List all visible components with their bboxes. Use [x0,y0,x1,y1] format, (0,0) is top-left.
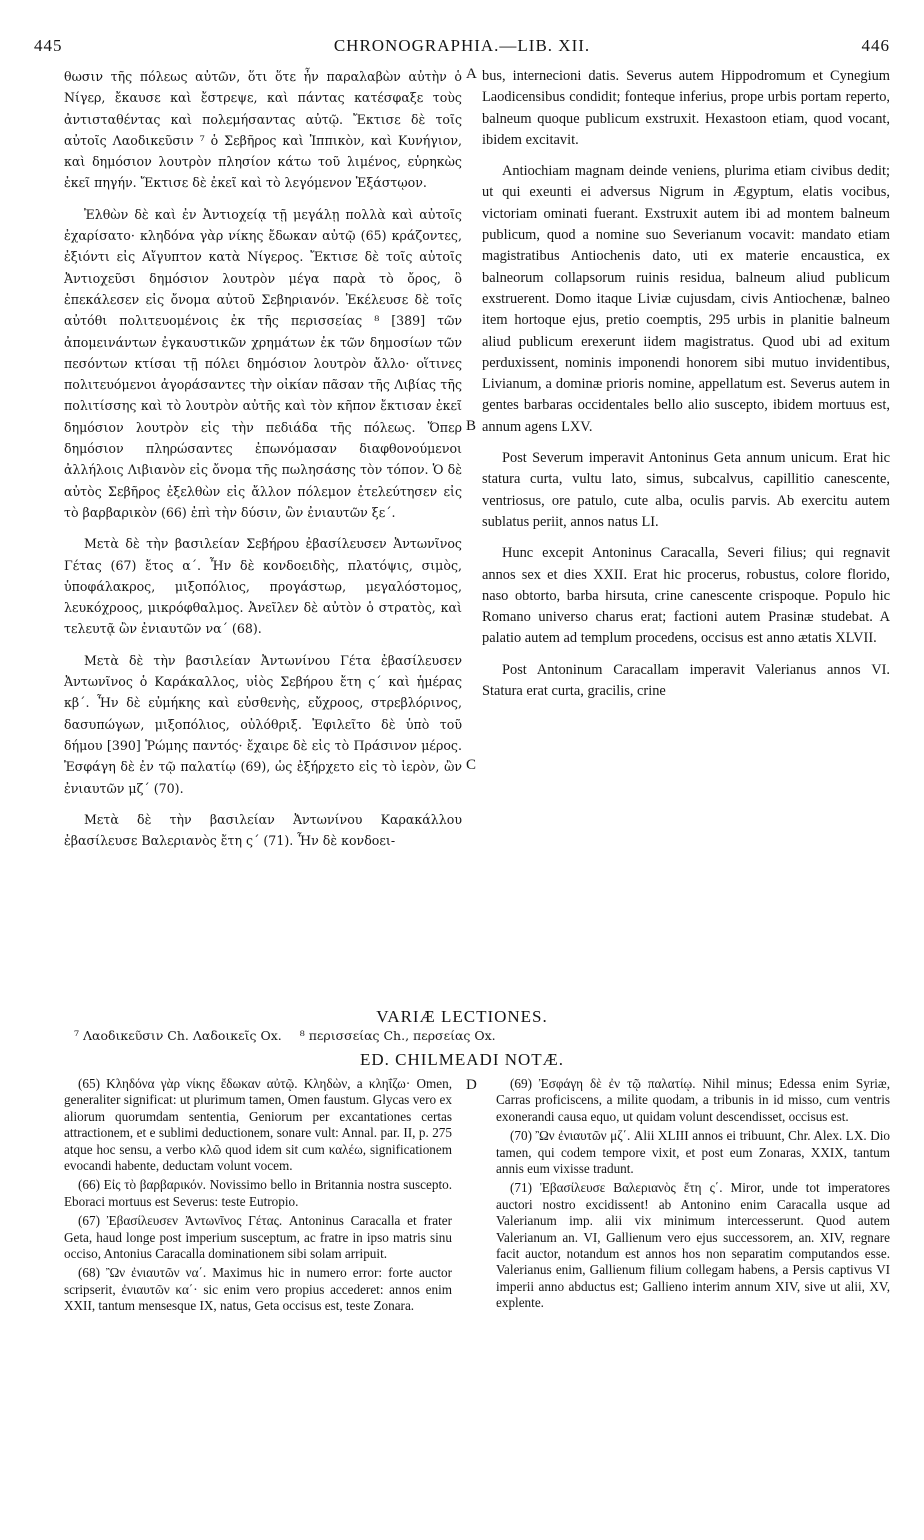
latin-column [482,66,890,712]
greek-paragraph: Μετὰ δὲ τὴν βασιλείαν Ἀντωνίνου Καρακάλλου ἐβασίλευσε Βαλεριανὸς ἔτη ς΄ (71). Ἦν δὲ κονδοει- [64,811,462,849]
page-number-right: 446 [861,36,890,55]
latin-paragraph: Post Severum imperavit Antoninus Geta annum unicum. Erat hic statura curta, vultu lato, simus, subcalvus, capillitio canescente, ventriosus, ore patulo, cute alba, oculis parvis. Ab exercitu autem sublatus periit, annos natus LI. [482,450,890,530]
notes-left-column [64,1076,452,1318]
margin-letter-a: A [466,66,477,82]
variant-reading: ⁸ περισσείας Ch., περσείας Ox. [299,1028,496,1043]
running-title: CHRONOGRAPHIA.—LIB. XII. [333,36,591,55]
variae-lectiones [74,1028,894,1043]
latin-paragraph: Antiochiam magnam deinde veniens, plurima etiam civibus dedit; ut qui exeunti ei adversus Nigrum in Ægyptum, elatis vocibus, victoriam ominati fuerant. Exstruxit autem ibi ad montem balneum publicum, quod a nomine suo Severianum vocavit: mandato etiam magistratibus Antiochenis dato, uti ex materie encaustica, ex balneorum collapsorum ruinis residua, balneum aliud publicum exstruerent. Domo itaque Liviæ cujusdam, civis Antiochenæ, balneo item hortoque ejus, pretio coemptis, 295 urbis in planitie balneum aliud publicum erexerunt iidem magistratus. Quod ubi ad exitum perduxissent, nominis imponendi honorem sibi mutuo invidentibus, Livianum, a dominæ prioris nomine, appellatum est. Severus autem in gentes barbaras occidentales bello alio suscepto, ibidem mortuus est, annum agens LXV. [482,163,890,435]
variae-lectiones-title: VARIÆ LECTIONES. [376,1007,548,1026]
note: (66) Εἰς τὸ βαρβαρικόν. Novissimo bello in Britannia nostra suscepto. Eboraci mortuus est Severus: teste Eutropio. [64,1177,452,1209]
note: (68) Ὢν ἐνιαυτῶν να΄. Maximus hic in numero error: forte auctor scripserit, ἐνιαυτῶν κα΄· sic enim vero propius accederet: annos enim XXII, tantum mensesque IX, natus, Geta occisus est, teste Zonara. [64,1265,452,1314]
greek-paragraph: Ἐλθὼν δὲ καὶ ἐν Ἀντιοχείᾳ τῇ μεγάλῃ πολλὰ καὶ αὐτοῖς ἐχαρίσατο· κληδόνα γὰρ νίκης ἔδωκαν αὐτῷ (65) κράζοντες, ἐξιόντι εἰς Αἴγυπτον κατὰ Νίγερος. Ἔκτισε δὲ τοῖς αὐτοῖς Ἀντιοχεῦσι δημόσιον λουτρὸν μέγα παρὰ τὸ ὄρος, ὃ ἐπεκάλεσεν εἰς ὄνομα αὐτοῦ Σεβηριανόν. Ἐκέλευσε δὲ τοῖς αὐτόθι πολιτευομένοις ἐκ τῆς περισσείας ⁸ [389] τῶν ἀπομεινάντων ἐγκαυστικῶν χρημάτων ἐκ τῶν δημοσίων τῶν πεσόντων κτίσαι τῇ πόλει δημόσιον λουτρὸν ἄλλο· οἵτινες πολιτευόμενοι ἀγοράσαντες τὴν οἰκίαν πᾶσαν τῆς Λιβίας τῆς πολιτίσσης καὶ τὸ λουτρὸν αὐτῆς καὶ τὸν κῆπον ἔκτισαν ἐκεῖ δημόσιον λουτρὸν εἰς τὴν πεδιάδα τῆς πόλεως. Ὅπερ δημόσιον πληρώσαντες ἐπωνόμασαν διαφθονούμενοι ἀλλήλοις Λιβιανὸν εἰς ὄνομα τῆς πωλησάσης τὸν τόπον. Ὁ δὲ αὐτὸς Σεβῆρος ἐξελθὼν εἰς ἄλλον πόλεμον ἐτελεύτησεν εἰς τὸ βαρβαρικὸν (66) ἐπὶ τὴν δύσιν, ὢν ἐνιαυτῶν ξε΄. [64,206,462,520]
page-number-left: 445 [34,36,63,55]
running-head [34,36,890,60]
note: (71) Ἐβασίλευσε Βαλεριανὸς ἔτη ς΄. Miror, unde tot imperatores auctori nostro excidissent! ab Antonino enim Caracalla usque ad Valerianum imp. alii vix minimum intercesserunt. Quod autem Valerianum an. VI, Gallienum vero ejus successorem, an. XIV, regnare facit auctor, notandum est annos hos non separatim computandos esse. Valerianus enim, Gallienum filium collegam habens, a Persis captivus VI imperii anno abductus est; Gallieno interim annum XIV, sive ut alii, XV, explente. [496,1180,890,1311]
greek-column [64,66,462,861]
greek-paragraph: Μετὰ δὲ τὴν βασιλείαν Σεβήρου ἐβασίλευσεν Ἀντωνῖνος Γέτας (67) ἔτος α΄. Ἦν δὲ κονδοειδὴς, πλατόψις, σιμὸς, ὑποφάλακρος, μιξοπόλιος, προγάστωρ, μεγαλόστομος, λευκόχροος, μικρόφθαλμος. Ἀνεῖλεν δὲ αὐτὸν ὁ στρατὸς, καὶ τελευτᾷ ὢν ἐνιαυτῶν να΄ (68). [64,536,462,637]
latin-paragraph: Hunc excepit Antoninus Caracalla, Severi filius; qui regnavit annos sex et dies XXII. Erat hic procerus, robustus, colore florido, naso obtorto, barba hirsuta, crine canescente crispoque. Populo hic Romano universo charus erat; factioni autem Prasinæ studebat. A palatio autem ad templum procedens, occisus est anno ætatis XLVII. [482,545,890,647]
margin-letter-b: B [466,418,477,434]
notes-right-column [496,1076,890,1315]
margin-letter-c: C [466,757,477,773]
notae-title: ED. CHILMEADI NOTÆ. [359,1050,565,1069]
greek-paragraph: θωσιν τῆς πόλεως αὐτῶν, ὅτι ὅτε ἦν παραλαβὼν αὐτὴν ὁ Νίγερ, ἔκαυσε καὶ ἔστρεψε, καὶ πάντας κατέσφαξε τοὺς ἀντισταθέντας καὶ πολεμήσαντας αὐτῷ. Ἔκτισε δὲ τοῖς αὐτοῖς Λαοδικεῦσιν ⁷ ὁ Σεβῆρος καὶ Ἱππικὸν, καὶ Κυνήγιον, καὶ δημόσιον λουτρὸν πλησίον κάτω τοῦ λιμένος, εὑρηκὼς ἐκεῖ πηγήν. Ἔκτισε δὲ ἐκεῖ καὶ τὸ λεγόμενον Ἑξάστῳον. [64,69,462,191]
latin-paragraph: bus, internecioni datis. Severus autem Hippodromum et Cynegium Laodicensibus condidit; fonteque inferius, prope urbis portam reperto, balneum quoque publicum exstruxit. Hexastoon etiam, quod vocant, ibidem excitavit. [482,68,890,148]
note: (69) Ἐσφάγη δὲ ἐν τῷ παλατίῳ. Nihil minus; Edessa enim Syriæ, Carras proficiscens, a milite quodam, a tribunis in id misso, cum ventris exonerandi causa equo, ut quidam volunt descendisset, occisus est. [496,1076,890,1124]
greek-paragraph: Μετὰ δὲ τὴν βασιλείαν Ἀντωνίνου Γέτα ἐβασίλευσεν Ἀντωνῖνος ὁ Καράκαλλος, υἱὸς Σεβήρου ἔτη ς΄ καὶ ἡμέρας κβ΄. Ἦν δὲ εὐμήκης καὶ εὐσθενὴς, εὔχροος, στρεβλόρινος, δασυπώγων, μιξοπόλιος, οὐλόθριξ. Ἐφιλεῖτο δὲ ὑπὸ τοῦ δήμου [390] Ῥώμης παντός· ἔχαιρε δὲ εἰς τὸ Πράσινον μέρος. Ἐσφάγη δὲ ἐν τῷ παλατίῳ (69), ὡς ἐξήρχετο εἰς τὸ ἱερὸν, ὢν ἐνιαυτῶν μζ΄ (70). [64,652,462,796]
variant-reading: ⁷ Λαοδικεῦσιν Ch. Λαδοικεῖς Ox. [74,1028,282,1043]
note: (70) Ὢν ἐνιαυτῶν μζ΄. Alii XLIII annos ei tribuunt, Chr. Alex. LX. Dio tamen, qui codem tempore vixit, et post eum Zonaras, XXIX, tantum annis eum vixisse tradunt. [496,1128,890,1177]
note: (67) Ἐβασίλευσεν Ἀντωνῖνος Γέτας. Antoninus Caracalla et frater Geta, haud longe post imperium susceptum, ac fratre in ipso matris sinu occiso, Antonius Caracalla dominationem sibi solam arripuit. [64,1213,452,1262]
latin-paragraph: Post Antoninum Caracallam imperavit Valerianus annos VI. Statura erat curta, gracilis, crine [482,661,890,700]
margin-letter-d: D [466,1077,477,1093]
note: (65) Κληδόνα γὰρ νίκης ἔδωκαν αὐτῷ. Κληδὼν, a κληΐζω· Omen, generaliter significat: ut plurimum tamen, Omen faustum. Glycas vero ex aliorum quorumdam sententia, Geniorum per excantationes certas attractionem, et e sublimi deductionem, sonare vult: Annal. par. II, p. 275 atque hoc sensu, a verbo κλῶ quod idem sit cum καλέω, significationem evocandi habente, deductam volunt vocem. [64,1076,452,1174]
